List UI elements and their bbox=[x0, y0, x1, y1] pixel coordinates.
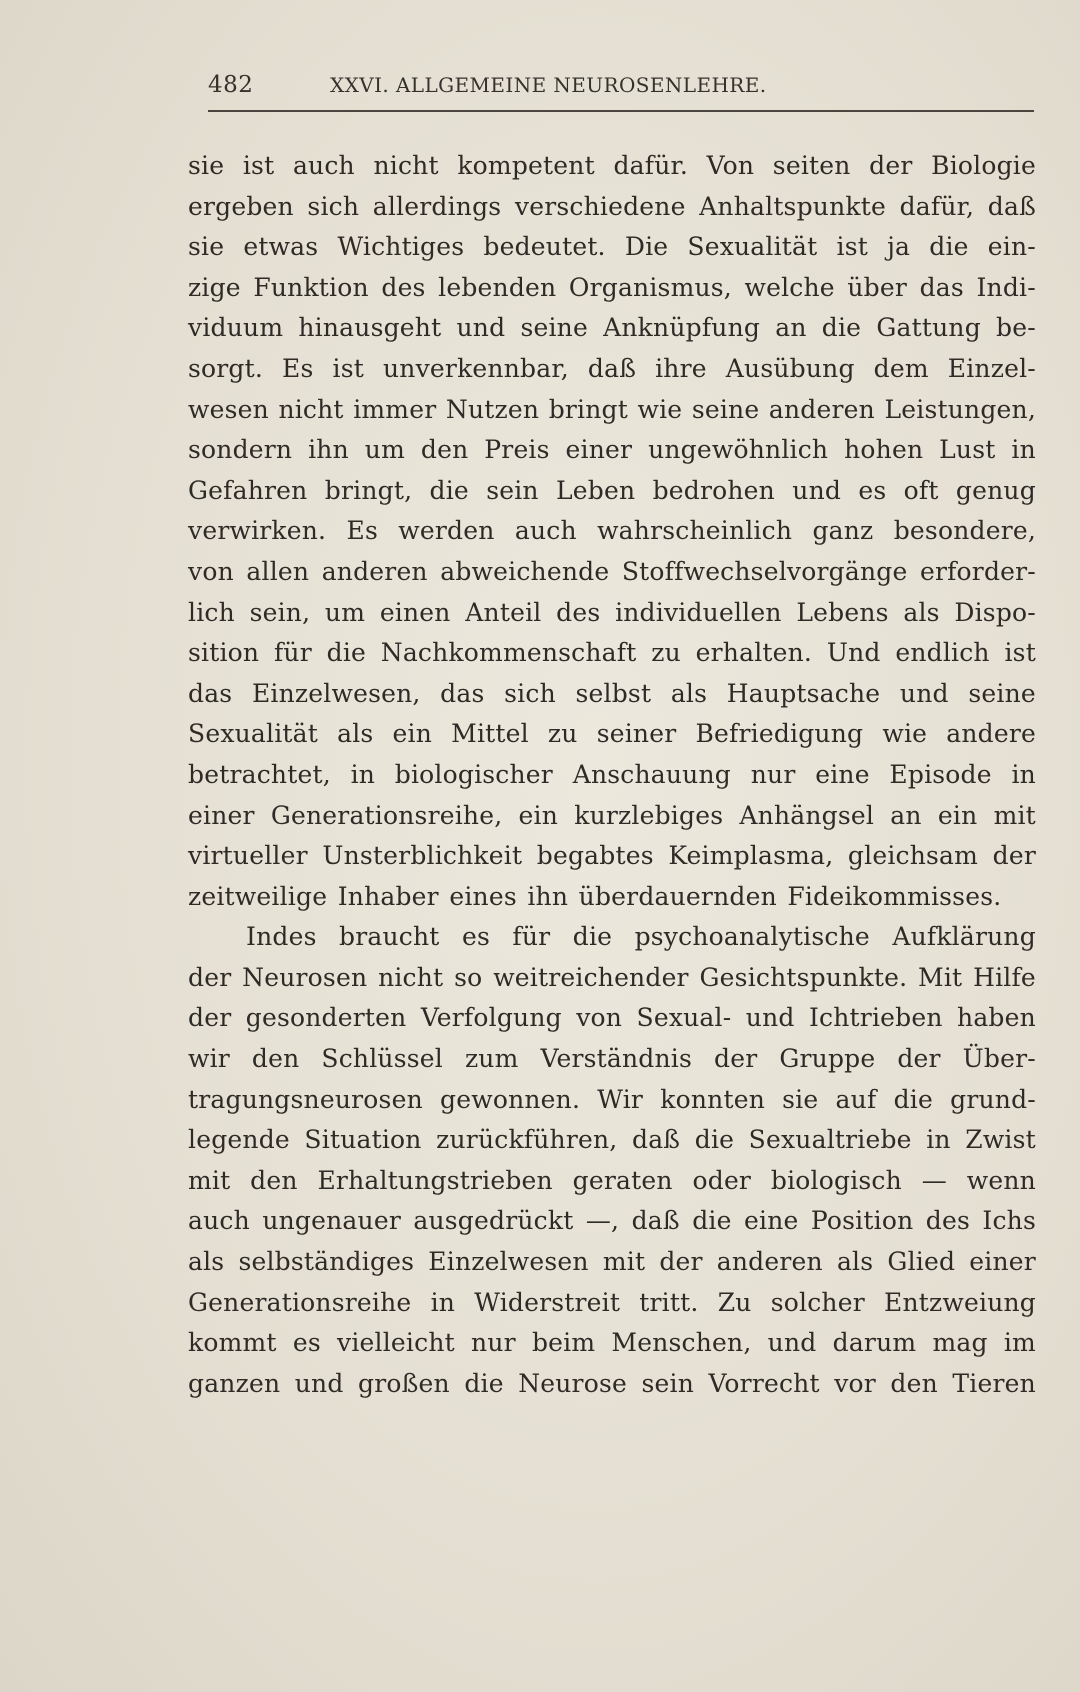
text-line: sie etwas Wichtiges bedeutet. Die Sexualität ist ja die ein- bbox=[188, 232, 1036, 262]
text-line: mit den Erhaltungstrieben geraten oder biologisch — wenn bbox=[188, 1165, 1036, 1195]
paragraph-2 bbox=[188, 917, 1036, 1404]
page-number: 482 bbox=[208, 72, 254, 98]
text-line: ergeben sich allerdings verschiedene Anhaltspunkte dafür, daß bbox=[188, 191, 1036, 221]
text-line: sie ist auch nicht kompetent dafür. Von seiten der Biologie bbox=[188, 151, 1036, 180]
text-line: von allen anderen abweichende Stoffwechselvorgänge erforder- bbox=[188, 556, 1036, 586]
text-line: sondern ihn um den Preis einer ungewöhnlich hohen Lust in bbox=[188, 435, 1036, 465]
text-line: das Einzelwesen, das sich selbst als Hauptsache und seine bbox=[188, 678, 1036, 708]
text-line: lich sein, um einen Anteil des individuellen Lebens als Dispo- bbox=[188, 597, 1036, 627]
text-line: verwirken. Es werden auch wahrscheinlich ganz besondere, bbox=[188, 516, 1036, 546]
running-title: XXVI. ALLGEMEINE NEUROSENLEHRE. bbox=[330, 73, 767, 97]
text-line: sition für die Nachkommenschaft zu erhalten. Und endlich ist bbox=[188, 638, 1036, 668]
text-line: viduum hinausgeht und seine Anknüpfung an die Gattung be- bbox=[188, 313, 1036, 343]
text-line: betrachtet, in biologischer Anschauung nur eine Episode in bbox=[188, 759, 1036, 789]
body-text bbox=[188, 146, 1036, 1404]
text-line: wesen nicht immer Nutzen bringt wie seine anderen Leistungen, bbox=[188, 394, 1036, 424]
text-line: zeitweilige Inhaber eines ihn überdauernden Fideikommisses. bbox=[188, 881, 1002, 911]
text-line: zige Funktion des lebenden Organismus, welche über das Indi- bbox=[188, 272, 1036, 302]
header-rule bbox=[208, 110, 1034, 112]
text-line: der gesonderten Verfolgung von Sexual- und Ichtrieben haben bbox=[188, 1003, 1036, 1033]
text-line: einer Generationsreihe, ein kurzlebiges Anhängsel an ein mit bbox=[188, 800, 1036, 830]
text-line: der Neurosen nicht so weitreichender Gesichtspunkte. Mit Hilfe bbox=[188, 962, 1036, 992]
text-line: Indes braucht es für die psychoanalytische Aufklärung bbox=[246, 922, 1036, 952]
text-line: legende Situation zurückführen, daß die Sexualtriebe in Zwist bbox=[188, 1125, 1036, 1155]
text-line: kommt es vielleicht nur beim Menschen, und darum mag im bbox=[188, 1328, 1036, 1358]
text-line: als selbständiges Einzelwesen mit der anderen als Glied einer bbox=[188, 1247, 1036, 1277]
running-head bbox=[208, 72, 1034, 112]
text-line: auch ungenauer ausgedrückt —, daß die eine Position des Ichs bbox=[188, 1206, 1036, 1236]
text-line: Sexualität als ein Mittel zu seiner Befriedigung wie andere bbox=[188, 719, 1036, 749]
text-line: Gefahren bringt, die sein Leben bedrohen und es oft genug bbox=[188, 475, 1036, 505]
text-line: wir den Schlüssel zum Verständnis der Gruppe der Über- bbox=[188, 1044, 1036, 1074]
text-line: ganzen und großen die Neurose sein Vorrecht vor den Tieren bbox=[188, 1368, 1036, 1398]
text-line: sorgt. Es ist unverkennbar, daß ihre Ausübung dem Einzel- bbox=[188, 353, 1036, 383]
text-line: tragungsneurosen gewonnen. Wir konnten sie auf die grund- bbox=[188, 1084, 1036, 1114]
text-line: Generationsreihe in Widerstreit tritt. Zu solcher Entzweiung bbox=[188, 1287, 1036, 1317]
paragraph-1 bbox=[188, 146, 1036, 917]
text-line: virtueller Unsterblichkeit begabtes Keimplasma, gleichsam der bbox=[188, 841, 1036, 871]
